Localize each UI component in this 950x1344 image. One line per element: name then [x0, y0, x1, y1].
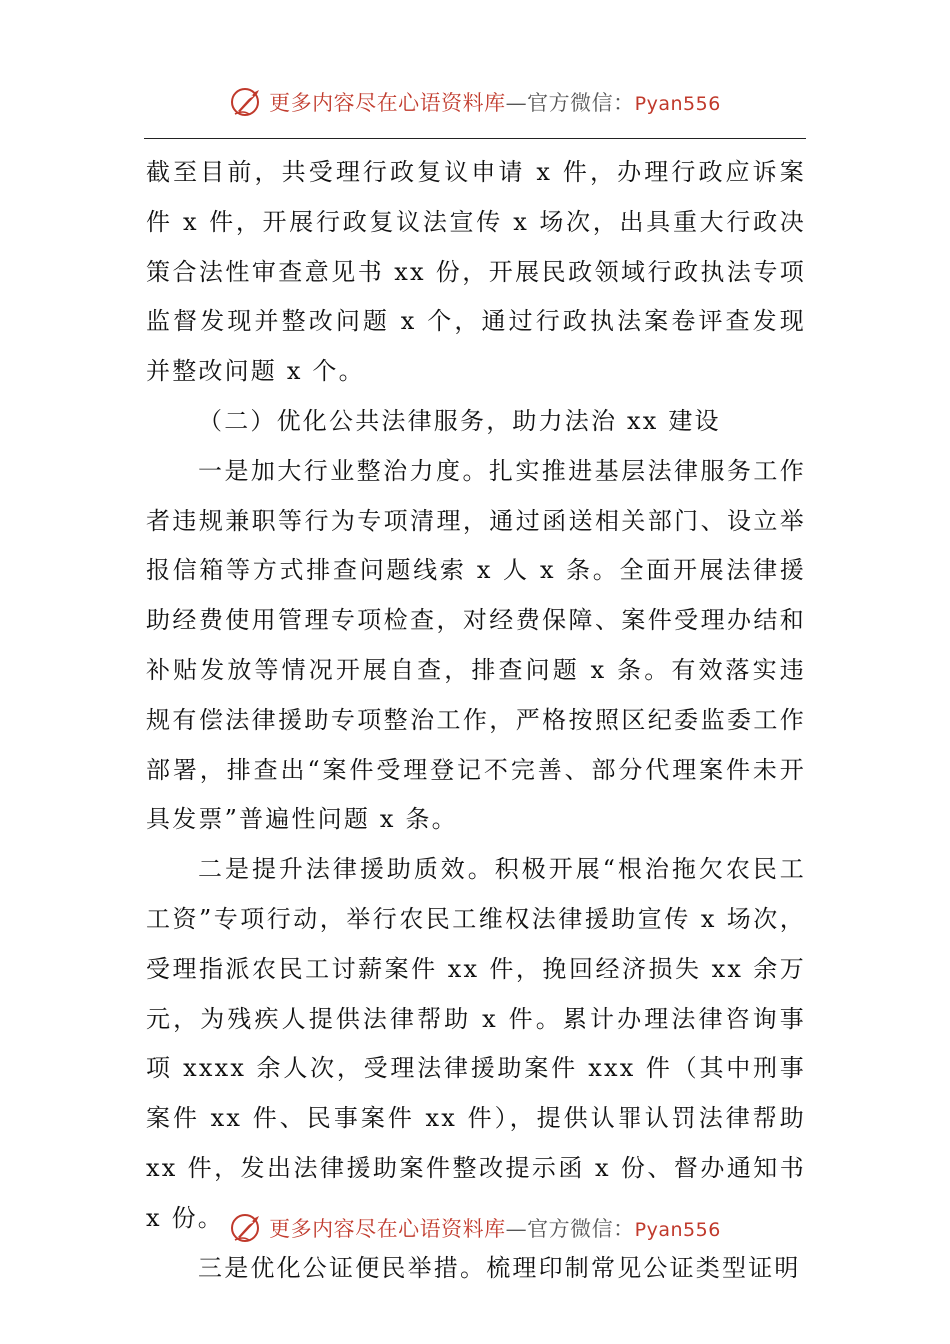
paragraph-continuation: 截至目前，共受理行政复议申请 x 件，办理行政应诉案件 x 件，开展行政复议法宣传 x 场次，出具重大行政决策合法性审查意见书 xx 份，开展民政领域行政执法专项监督发现并整改问题 x 个，通过行政执法案卷评查发现并整改问题 x 个。	[146, 158, 806, 386]
header-banner	[0, 82, 950, 122]
paragraph-1: 一是加大行业整治力度。扎实推进基层法律服务工作者违规兼职等行为专项清理，通过函送相关部门、设立举报信箱等方式排查问题线索 x 人 x 条。全面开展法律援助经费使用管理专项检查，对经费保障、案件受理办结和补贴发放等情况开展自查，排查问题 x 条。有效落实违规有偿法律援助专项整治工作，严格按照区纪委监委工作部署，排查出“案件受理登记不完善、部分代理案件未开具发票”普遍性问题 x 条。	[146, 456, 806, 834]
quill-logo-icon	[229, 84, 265, 120]
header-brand-main: 更多内容尽在心语资料库	[269, 91, 506, 115]
footer-brand-separator: —官方微信：	[505, 1217, 635, 1241]
header-brand-separator: —官方微信：	[505, 91, 635, 115]
paragraph-3: 三是优化公证便民举措。梳理印制常见公证类型证明	[198, 1253, 801, 1282]
header-divider	[144, 138, 806, 139]
header-brand-text	[269, 87, 721, 117]
document-body	[146, 148, 806, 1293]
footer-brand-text	[269, 1213, 721, 1243]
footer-brand-id: Pyan556	[634, 1219, 721, 1241]
section-heading: （二）优化公共法律服务，助力法治 xx 建设	[198, 406, 721, 435]
paragraph-2: 二是提升法律援助质效。积极开展“根治拖欠农民工工资”专项行动，举行农民工维权法律援助宣传 x 场次，受理指派农民工讨薪案件 xx 件，挽回经济损失 xx 余万元，为残疾人提供法律帮助 x 件。累计办理法律咨询事项 xxxx 余人次，受理法律援助案件 xxx 件（其中刑事案件 xx 件、民事案件 xx 件），提供认罪认罚法律帮助 xx 件，发出法律援助案件整改提示函 x 份、督办通知书 x 份。	[146, 855, 806, 1232]
header-brand-id: Pyan556	[634, 93, 721, 115]
footer-banner	[0, 1208, 950, 1248]
footer-brand-main: 更多内容尽在心语资料库	[269, 1217, 506, 1241]
quill-logo-icon	[229, 1210, 265, 1246]
